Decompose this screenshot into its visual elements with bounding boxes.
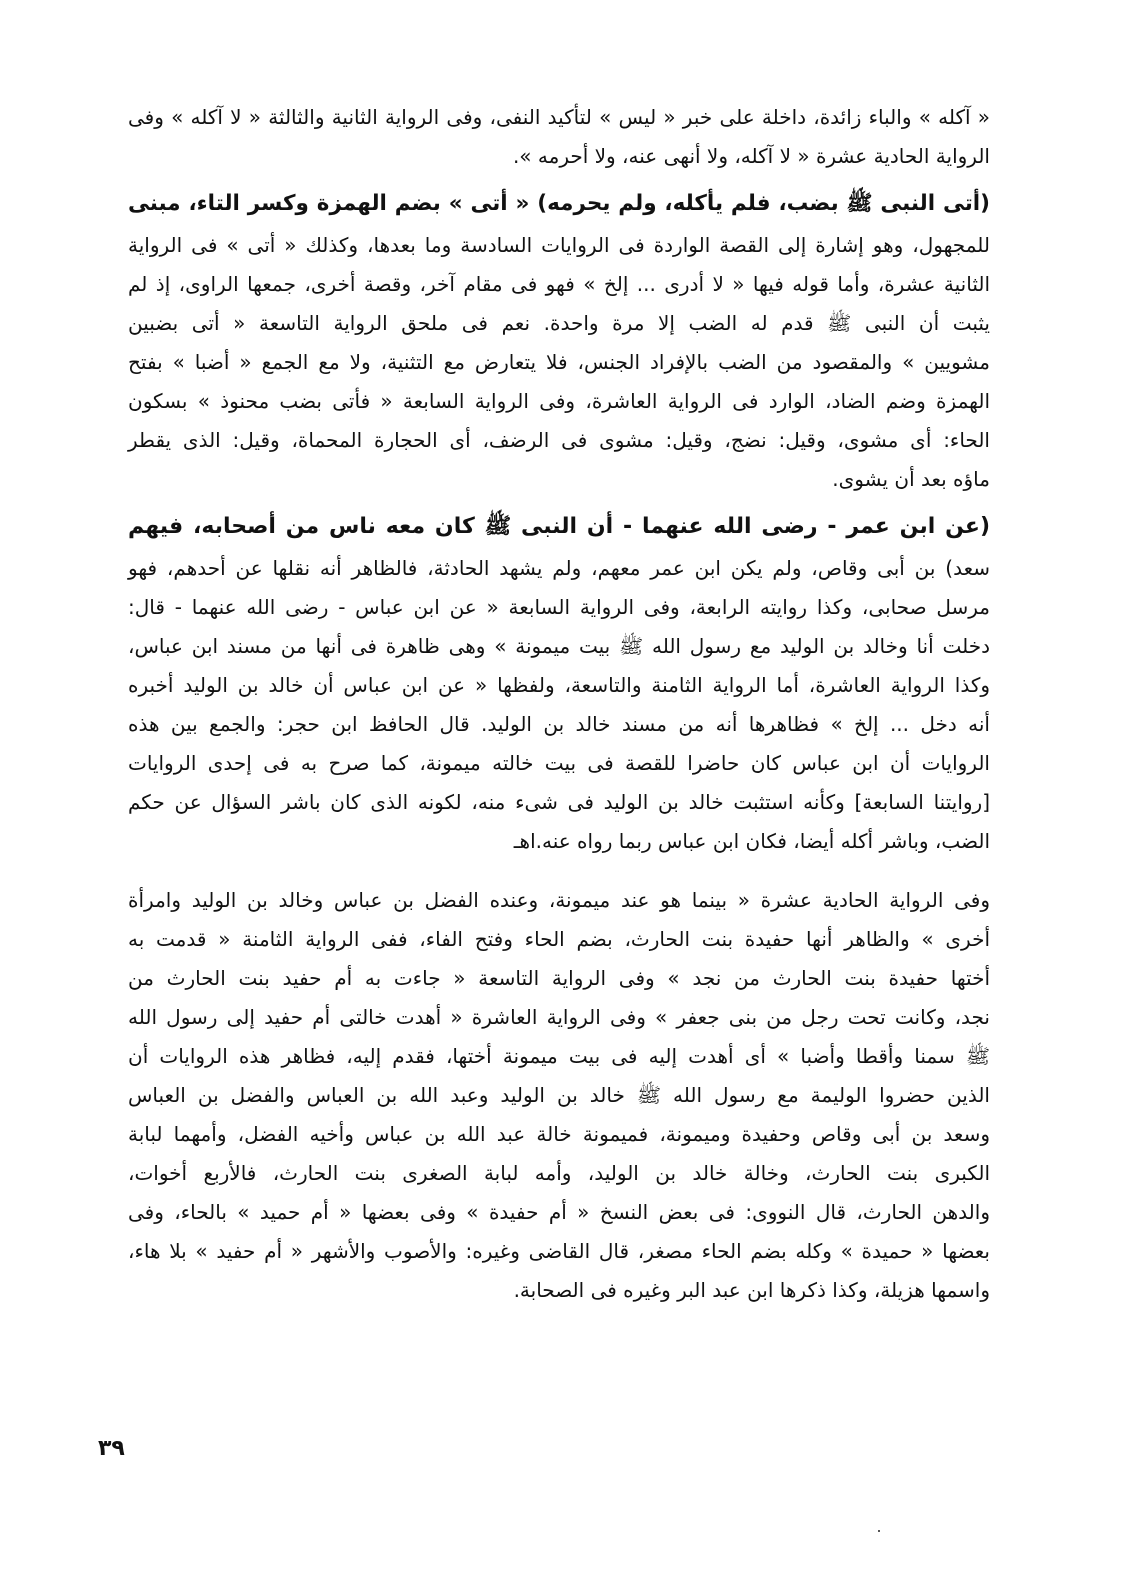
text-line: سعد) بن أبى وقاص، ولم يكن ابن عمر معهم، ولم يشهد الحادثة، فالظاهر أنه نقلها عن أحدهم، فهو (128, 556, 990, 580)
text-line: أنه دخل ... إلخ » فظاهرها أنه من مسند خالد بن الوليد. قال الحافظ ابن حجر: والجمع بين هذه (128, 712, 990, 736)
text-line: نجد، وكانت تحت رجل من بنى جعفر » وفى الرواية العاشرة « أهدت خالتى أم حفيد إلى رسول الله (128, 1005, 990, 1029)
text-line: بعضها « حميدة » وكله بضم الحاء مصغر، قال القاضى وغيره: والأصوب والأشهر « أم حفيد » بلا هاء، (128, 1239, 990, 1263)
section-heading-line: (عن ابن عمر - رضى الله عنهما - أن النبى ﷺ كان معه ناس من أصحابه، فيهم (128, 514, 990, 539)
page-body (128, 98, 990, 1310)
text-line: مشويين » والمقصود من الضب بالإفراد الجنس، فلا يتعارض مع التثنية، ولا مع الجمع « أضبا » بفتح (128, 350, 990, 374)
text-line: الثانية عشرة، وأما قوله فيها « لا أدرى ... إلخ » فهو فى مقام آخر، وقصة أخرى، جمعها الراوى، إذ لم (128, 272, 990, 296)
text-line: مرسل صحابى، وكذا روايته الرابعة، وفى الرواية السابعة « عن ابن عباس - رضى الله عنهما - قال: (128, 595, 990, 619)
text-line: للمجهول، وهو إشارة إلى القصة الواردة فى الروايات السادسة وما بعدها، وكذلك « أتى » فى الرواية (128, 233, 990, 257)
section-heading-line: (أتى النبى ﷺ بضب، فلم يأكله، ولم يحرمه) « أتى » بضم الهمزة وكسر التاء، مبنى (128, 191, 990, 216)
text-line: وسعد بن أبى وقاص وحفيدة وميمونة، فميمونة خالة عبد الله بن عباس وأخيه الفضل، وأمهما لبابة (128, 1122, 990, 1146)
text-line: الهمزة وضم الضاد، الوارد فى الرواية العاشرة، وفى الرواية السابعة « فأتى بضب محنوذ » بسكون (128, 389, 990, 413)
text-line: الكبرى بنت الحارث، وخالة خالد بن الوليد، وأمه لبابة الصغرى بنت الحارث، فالأربع أخوات، (128, 1161, 990, 1185)
scan-speck (878, 1530, 880, 1532)
text-line: والدهن الحارث، قال النووى: فى بعض النسخ « أم حفيدة » وفى بعضها « أم حميد » بالحاء، وفى (128, 1200, 990, 1224)
text-line: الذين حضروا الوليمة مع رسول الله ﷺ خالد بن الوليد وعبد الله بن العباس والفضل بن العباس (128, 1083, 990, 1107)
text-line: الروايات أن ابن عباس كان حاضرا للقصة فى بيت خالته ميمونة، كما صرح به فى إحدى الروايات (128, 751, 990, 775)
text-line: أختها حفيدة بنت الحارث من نجد » وفى الرواية التاسعة « جاءت به أم حفيد بنت الحارث من (128, 966, 990, 990)
text-line: الضب، وباشر أكله أيضا، فكان ابن عباس ربما رواه عنه.اهـ (513, 829, 990, 853)
text-line: وفى الرواية الحادية عشرة « بينما هو عند ميمونة، وعنده الفضل بن عباس وخالد بن الوليد وامرأة (128, 888, 990, 912)
text-line: أخرى » والظاهر أنها حفيدة بنت الحارث، بضم الحاء وفتح الفاء، ففى الرواية الثامنة « قدمت به (128, 927, 990, 951)
text-line: « آكله » والباء زائدة، داخلة على خبر « ليس » لتأكيد النفى، وفى الرواية الثانية والثالثة « لا آكله » وفى (128, 105, 990, 129)
paragraph-gap (128, 861, 990, 881)
text-line: يثبت أن النبى ﷺ قدم له الضب إلا مرة واحدة. نعم فى ملحق الرواية التاسعة « أتى بضبين (128, 311, 990, 335)
text-line: الرواية الحادية عشرة « لا آكله، ولا أنهى عنه، ولا أحرمه ». (512, 144, 990, 168)
page-number: ٣٩ (98, 1436, 125, 1461)
text-line: واسمها هزيلة، وكذا ذكرها ابن عبد البر وغيره فى الصحابة. (513, 1278, 990, 1302)
text-line: الحاء: أى مشوى، وقيل: نضج، وقيل: مشوى فى الرضف، أى الحجارة المحماة، وقيل: الذى يقطر (128, 428, 990, 452)
text-line: ﷺ سمنا وأقطا وأضبا » أى أهدت إليه فى بيت ميمونة أختها، فقدم إليه، فظاهر هذه الروايات أن (128, 1044, 990, 1068)
text-line: ماؤه بعد أن يشوى. (832, 467, 990, 491)
text-line: [روايتنا السابعة] وكأنه استثبت خالد بن الوليد فى شىء منه، لكونه الذى كان باشر السؤال عن حكم (128, 790, 990, 814)
text-line: دخلت أنا وخالد بن الوليد مع رسول الله ﷺ بيت ميمونة » وهى ظاهرة فى أنها من مسند ابن عباس، (128, 634, 990, 658)
text-line: وكذا الرواية العاشرة، أما الرواية الثامنة والتاسعة، ولفظها « عن ابن عباس أن خالد بن الوليد أخبره (128, 673, 990, 697)
